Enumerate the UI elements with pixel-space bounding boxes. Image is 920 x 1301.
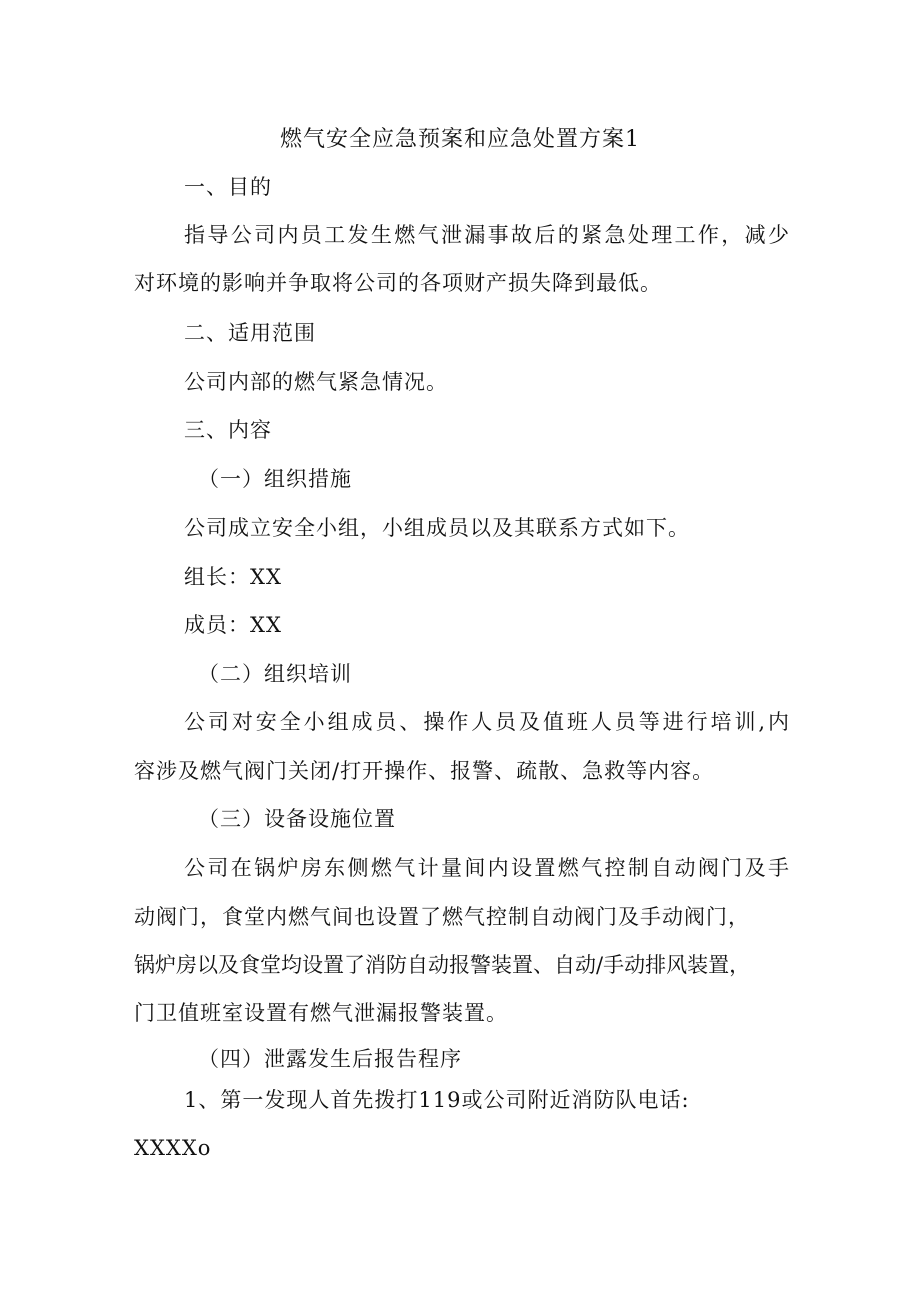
paragraph-equipment-line-3: 锅炉房以及食堂均设置了消防自动报警装置、自动/手动排风装置， [134,953,751,977]
paragraph-purpose-line-2: 对环境的影响并争取将公司的各项财产损失降到最低。 [134,271,662,295]
team-members: 成员：XX [184,613,282,637]
subsection-heading-organization: （一）组织措施 [198,467,352,491]
report-step-1-line-1: 1、第一发现人首先拨打119或公司附近消防队电话: [184,1088,690,1112]
paragraph-training-line-2: 容涉及燃气阀门关闭/打开操作、报警、疏散、急救等内容。 [134,759,715,783]
paragraph-equipment-line-2: 动阀门，食堂内燃气间也设置了燃气控制自动阀门及手动阀门， [134,905,750,929]
section-heading-content: 三、内容 [184,418,272,442]
report-step-1-line-2: XXXXo [134,1136,212,1160]
paragraph-organization: 公司成立安全小组，小组成员以及其联系方式如下。 [184,516,690,540]
document-title: 燃气安全应急预案和应急处置方案1 [280,127,640,152]
paragraph-equipment-line-4: 门卫值班室设置有燃气泄漏报警装置。 [134,1001,508,1025]
subsection-heading-report-procedure: （四）泄露发生后报告程序 [198,1047,462,1071]
paragraph-equipment-line-1: 公司在锅炉房东侧燃气计量间内设置燃气控制自动阀门及手 [184,856,790,880]
team-leader: 组长：XX [184,565,282,589]
subsection-heading-equipment: （三）设备设施位置 [198,807,396,831]
paragraph-training-line-1: 公司对安全小组成员、操作人员及值班人员等进行培训,内 [184,710,790,734]
section-heading-purpose: 一、目的 [184,175,272,199]
subsection-heading-training: （二）组织培训 [198,662,352,686]
paragraph-scope: 公司内部的燃气紧急情况。 [184,370,448,394]
section-heading-scope: 二、适用范围 [184,321,316,345]
paragraph-purpose-line-1: 指导公司内员工发生燃气泄漏事故后的紧急处理工作，减少 [184,223,790,247]
